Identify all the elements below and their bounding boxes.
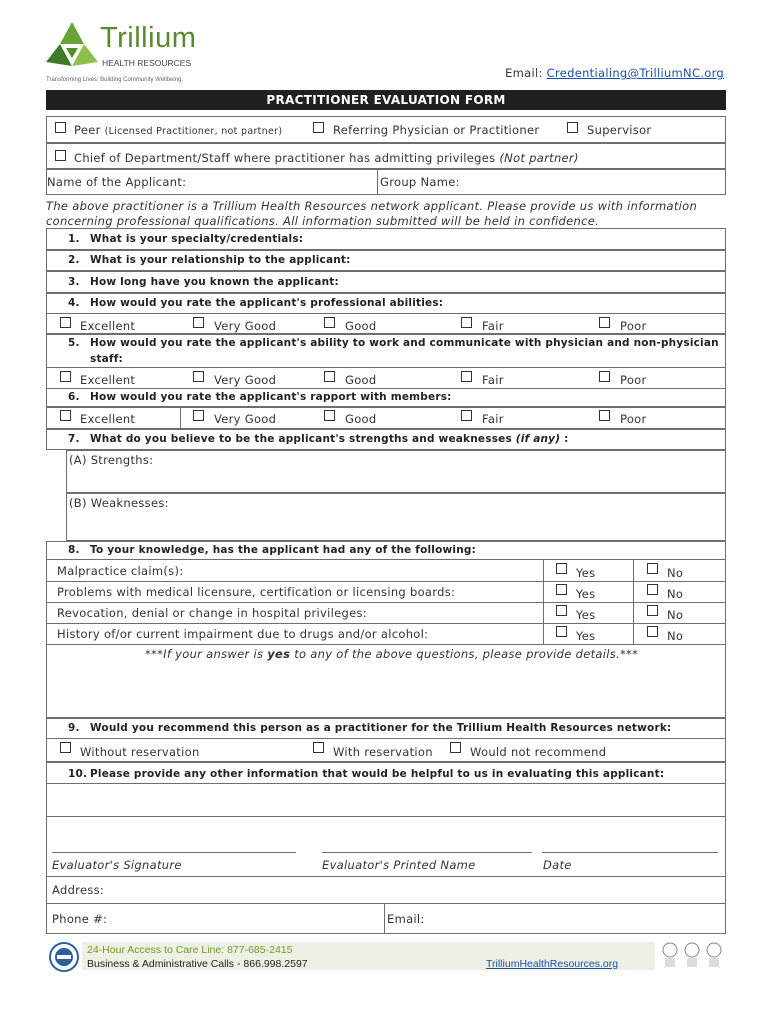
history-col-yes [543,560,544,645]
form-title: PRACTITIONER EVALUATION FORM [266,93,506,107]
licensure-yes-checkbox[interactable] [556,584,567,595]
footer-business-line: Business & Administrative Calls - 866.998.2597 [87,958,308,970]
q10-answer-1[interactable] [46,784,726,817]
q6-excellent-label: Excellent [80,412,136,426]
signature-line[interactable] [52,852,296,853]
without-reservation-label: Without reservation [80,745,200,759]
q6-poor-label: Poor [620,412,647,426]
q2-text: 2. What is your relationship to the applicant: [68,254,351,266]
footer-seal [48,942,80,972]
address-label: Address: [52,883,105,897]
malpractice-no-label: No [667,566,684,580]
header-email [505,66,724,80]
q7-text: 7. What do you believe to be the applicant's strengths and weaknesses (if any) : [68,433,569,445]
q5-fair-checkbox[interactable] [461,371,472,382]
supervisor-label: Supervisor [587,123,652,137]
licensure-no-label: No [667,587,684,601]
q5-verygood-label: Very Good [214,373,277,387]
with-reservation-label: With reservation [333,745,433,759]
q5-good-label: Good [345,373,377,387]
footer-badges [660,940,726,970]
revocation-no-label: No [667,608,684,622]
q4-text: 4. How would you rate the applicant's professional abilities: [68,297,444,309]
q5-text-line-1: 5. How would you rate the applicant's ability to work and communicate with physician and non-physician [68,337,719,349]
history-item-licensure: Problems with medical licensure, certification or licensing boards: [57,585,456,599]
printed-name-label: Evaluator's Printed Name [322,858,476,872]
logo-tagline: Transforming Lives. Building Community Wellbeing. [46,77,184,83]
q6-fair-label: Fair [482,412,504,426]
accreditation-seal-icon [48,942,80,972]
email-field-label: Email: [387,912,425,926]
trillium-logo [44,18,204,88]
revocation-yes-checkbox[interactable] [556,605,567,616]
weaknesses-input[interactable] [70,513,720,537]
group-name-input[interactable] [470,171,722,193]
history-col-no [633,560,634,645]
impairment-no-label: No [667,629,684,643]
q4-good-label: Good [345,319,377,333]
q1-text: 1. What is your specialty/credentials: [68,233,304,245]
applicant-name-input[interactable] [200,171,374,193]
referring-checkbox[interactable] [313,122,324,133]
malpractice-yes-label: Yes [576,566,596,580]
impairment-yes-label: Yes [576,629,596,643]
q10-text: 10. Please provide any other information that would be helpful to us in evaluating this applicant: [68,768,665,780]
q6-verygood-checkbox[interactable] [193,410,204,421]
history-line-3 [46,623,726,624]
not-recommend-label: Would not recommend [470,745,607,759]
q5-text-line-2: staff: [90,353,123,365]
q9-text: 9. Would you recommend this person as a practitioner for the Trillium Health Resources network: [68,722,672,734]
q4-excellent-checkbox[interactable] [60,317,71,328]
q8-text: 8. To your knowledge, has the applicant had any of the following: [68,544,476,556]
q5-good-checkbox[interactable] [324,371,335,382]
malpractice-no-checkbox[interactable] [647,563,658,574]
applicant-divider [377,169,378,195]
q4-fair-checkbox[interactable] [461,317,472,328]
malpractice-yes-checkbox[interactable] [556,563,567,574]
q3-text: 3. How long have you known the applicant: [68,276,339,288]
history-item-impairment: History of/or current impairment due to drugs and/or alcohol: [57,627,429,641]
q6-fair-checkbox[interactable] [461,410,472,421]
q4-good-checkbox[interactable] [324,317,335,328]
history-line-2 [46,602,726,603]
q6-excellent-checkbox[interactable] [60,410,71,421]
licensure-no-checkbox[interactable] [647,584,658,595]
footer-access-line: 24-Hour Access to Care Line: 877-685-2415 [87,944,293,956]
intro-line-2: concerning professional qualifications. All information submitted will be held in confidence. [46,214,600,228]
chief-checkbox[interactable] [55,150,66,161]
supervisor-checkbox[interactable] [567,122,578,133]
history-item-malpractice: Malpractice claim(s): [57,564,184,578]
q6-divider [180,407,181,429]
q5-poor-checkbox[interactable] [599,371,610,382]
strengths-input[interactable] [70,470,720,490]
email-input[interactable] [425,906,720,932]
not-recommend-checkbox[interactable] [450,742,461,753]
date-label: Date [543,858,572,872]
q6-poor-checkbox[interactable] [599,410,610,421]
chief-label: Chief of Department/Staff where practitioner has admitting privileges (Not partner) [74,151,579,165]
contact-divider [384,904,385,934]
peer-label: Peer (Licensed Practitioner, not partner) [74,123,283,137]
impairment-yes-checkbox[interactable] [556,626,567,637]
q5-poor-label: Poor [620,373,647,387]
logo-name: Trillium [100,22,197,54]
certification-badge-icon [660,940,726,970]
q4-verygood-label: Very Good [214,319,277,333]
referring-label: Referring Physician or Practitioner [333,123,540,137]
phone-label: Phone #: [52,912,108,926]
q4-poor-label: Poor [620,319,647,333]
q6-good-checkbox[interactable] [324,410,335,421]
q5-excellent-label: Excellent [80,373,136,387]
q6-text: 6. How would you rate the applicant's rapport with members: [68,391,452,403]
q5-verygood-checkbox[interactable] [193,371,204,382]
with-reservation-checkbox[interactable] [313,742,324,753]
intro-line-1: The above practitioner is a Trillium Health Resources network applicant. Please provide us with information [46,199,698,213]
phone-input[interactable] [110,906,380,932]
revocation-yes-label: Yes [576,608,596,622]
email-link[interactable]: Credentialing@TrilliumNC.org [546,66,724,80]
history-item-revocation: Revocation, denial or change in hospital privileges: [57,606,367,620]
weaknesses-label: (B) Weaknesses: [69,496,169,510]
revocation-no-checkbox[interactable] [647,605,658,616]
form-title-bar [46,90,726,110]
footer-website-link[interactable]: TrilliumHealthResources.org [486,958,619,970]
q4-fair-label: Fair [482,319,504,333]
printed-name-line[interactable] [322,852,532,853]
q6-verygood-label: Very Good [214,412,277,426]
group-name-label: Group Name: [380,175,460,189]
logo-subtitle: HEALTH RESOURCES [102,58,192,68]
impairment-no-checkbox[interactable] [647,626,658,637]
signature-label: Evaluator's Signature [52,858,182,872]
licensure-yes-label: Yes [576,587,596,601]
q4-verygood-checkbox[interactable] [193,317,204,328]
q5-excellent-checkbox[interactable] [60,371,71,382]
details-input[interactable] [52,664,720,714]
details-note: ***If your answer is yes to any of the above questions, please provide details.*** [145,647,639,661]
date-line[interactable] [542,852,718,853]
history-line-1 [46,581,726,582]
peer-checkbox[interactable] [55,122,66,133]
q4-excellent-label: Excellent [80,319,136,333]
trillium-flower-icon [44,20,100,76]
q6-good-label: Good [345,412,377,426]
email-label: Email: [505,66,543,80]
address-input[interactable] [110,879,720,902]
strengths-label: (A) Strengths: [69,453,154,467]
q4-poor-checkbox[interactable] [599,317,610,328]
without-reservation-checkbox[interactable] [60,742,71,753]
q5-fair-label: Fair [482,373,504,387]
applicant-name-label: Name of the Applicant: [47,175,187,189]
